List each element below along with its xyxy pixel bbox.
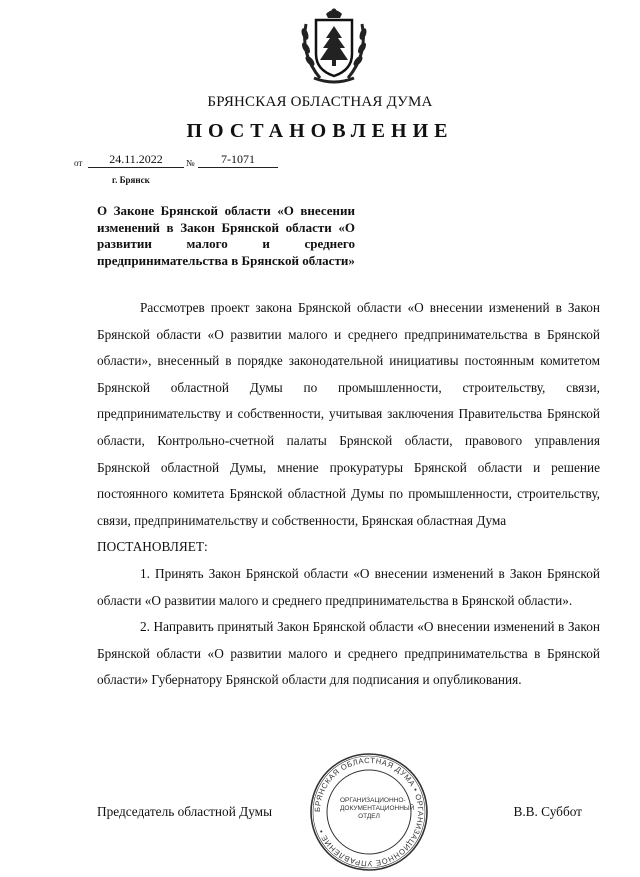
resolution-item: 2. Направить принятый Закон Брянской области «О внесении изменений в Закон Брянской области «О развитии малого и среднего предпринимательства в Брянской области» Губернатору Брянской области для подписания и опубликования.: [97, 619, 600, 688]
number-label: №: [186, 158, 195, 168]
date-label: от: [74, 158, 83, 168]
document-subject: О Законе Брянской области «О внесении изменений в Закон Брянской области «О развитии малого и среднего предпринимательства в Брянской области»: [97, 203, 355, 268]
coat-of-arms-icon: [296, 4, 372, 88]
signatory-position: Председатель областной Думы: [97, 804, 273, 819]
document-body: [97, 295, 600, 694]
signatory-name: В.В. Суббот: [513, 804, 582, 819]
organization-name: БРЯНСКАЯ ОБЛАСТНАЯ ДУМА: [207, 94, 433, 110]
resolution-item: 1. Принять Закон Брянской области «О внесении изменений в Закон Брянской области «О развитии малого и среднего предпринимательства в Брянской области».: [97, 565, 600, 608]
resolves-heading: ПОСТАНОВЛЯЕТ:: [97, 539, 208, 555]
stamp-ring-text: БРЯНСКАЯ ОБЛАСТНАЯ ДУМА • ОРГАНИЗАЦИОННОЕ УПРАВЛЕНИЕ •: [312, 755, 426, 869]
document-number: 7-1071: [198, 152, 278, 168]
preamble-paragraph: Рассмотрев проект закона Брянской области «О внесении изменений в Закон Брянской области «О развитии малого и среднего предпринимательства в Брянской области», внесенный в порядке законодательной инициативы постоянным комитетом Брянской областной Думы по промышленности, строительству, связи, предпринимательству и собственности, учитывая заключения Правительства Брянской области, Контрольно-счетной палаты Брянской области, правового управления Брянской областной Думы, мнение прокуратуры Брянской области и решение постоянного комитета Брянской областной Думы по промышленности, строительству, связи, предпринимательству и собственности, Брянская областная Дума: [97, 300, 600, 528]
document-type: ПОСТАНОВЛЕНИЕ: [186, 120, 454, 142]
document-date: 24.11.2022: [88, 152, 184, 168]
city: г. Брянск: [112, 175, 150, 185]
stamp-center-text: ОРГАНИЗАЦИОННО-ДОКУМЕНТАЦИОННЫЙ ОТДЕЛ: [340, 797, 415, 820]
